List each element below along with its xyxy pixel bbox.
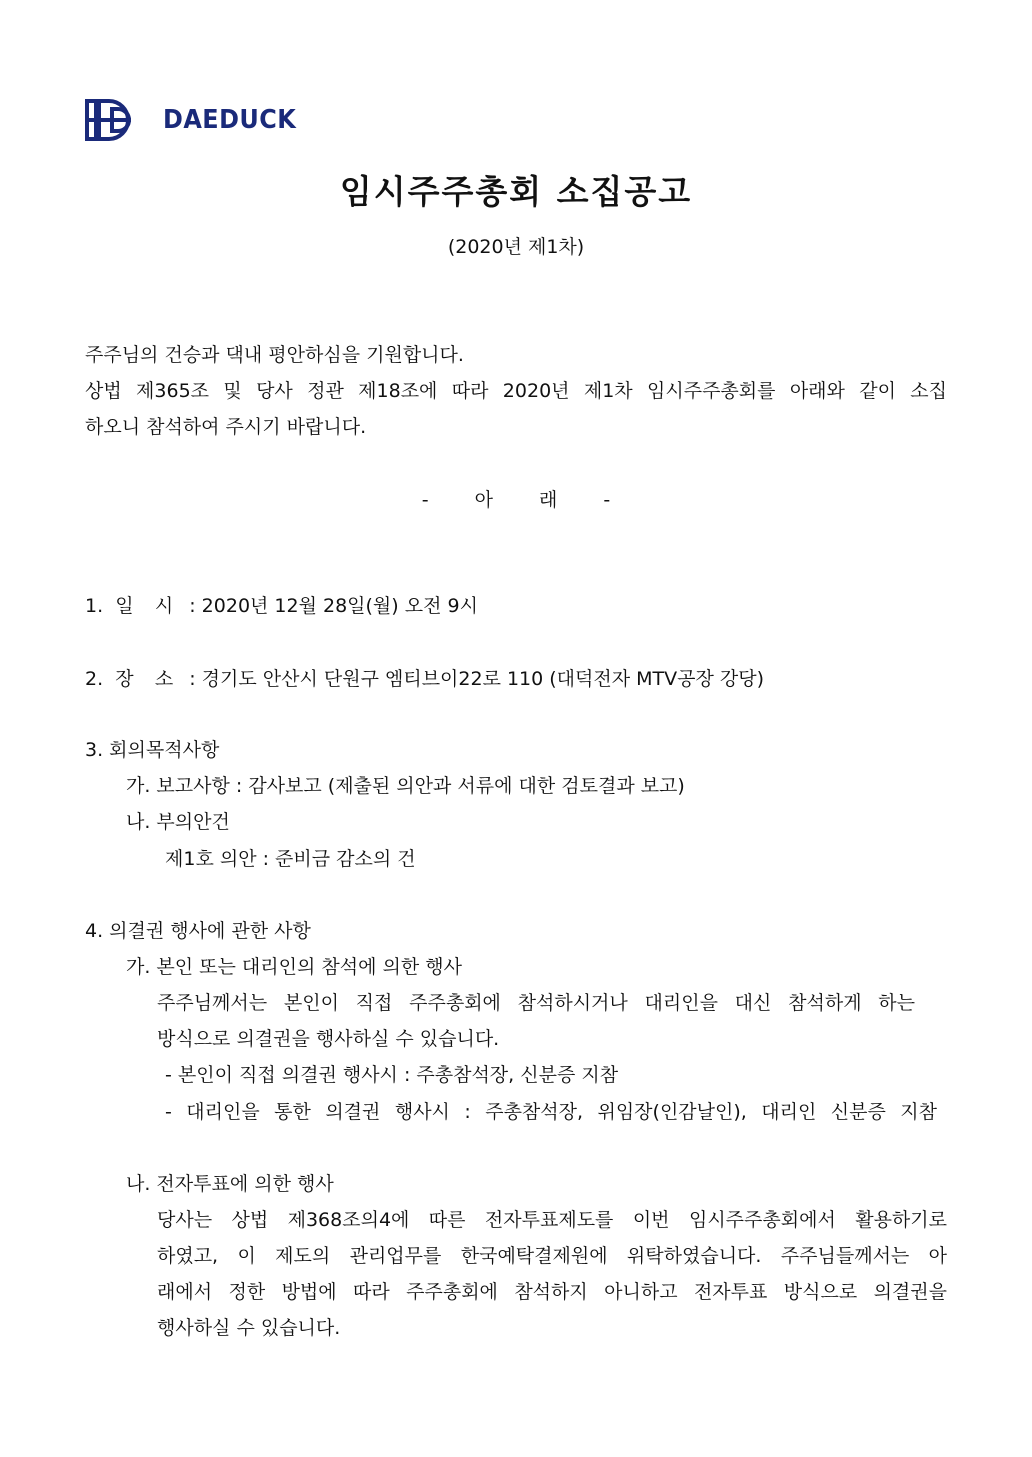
item-date-value: : 2020년 12월 28일(월) 오전 9시 [189, 595, 478, 617]
voting-electronic-heading: 나. 전자투표에 의한 행사 [126, 1173, 334, 1195]
voting-electronic-line-2 [157, 1244, 947, 1268]
intro-line-3: 하오니 참석하여 주시기 바랍니다. [85, 416, 367, 438]
item-place-value: : 경기도 안산시 단원구 엠티브이22로 110 (대덕전자 MTV공장 강당) [189, 668, 765, 690]
voting-in-person-heading: 가. 본인 또는 대리인의 참석에 의한 행사 [126, 956, 462, 978]
page-subtitle: (2020년 제1차) [447, 236, 585, 258]
item-date-label: 일 시 [115, 595, 174, 617]
voting-electronic-line-2-text: 하였고, 이 제도의 관리업무를 한국예탁결제원에 위탁하였습니다. 주주님들께서는 아 [157, 1245, 947, 1267]
page-title: 임시주주총회 소집공고 [339, 172, 693, 211]
item-date [85, 594, 478, 618]
daeduck-logo-mark-icon [85, 99, 147, 141]
below-marker: - 아 래 - [421, 489, 611, 511]
logo-wordmark: DAEDUCK [163, 105, 297, 135]
voting-in-person-bullet-2 [165, 1100, 937, 1124]
item-place-label: 장 소 [115, 668, 174, 690]
intro-paragraph [85, 337, 947, 445]
voting-in-person-line-1-text: 주주님께서는 본인이 직접 주주총회에 참석하시거나 대리인을 대신 참석하게 하는 [157, 992, 915, 1014]
voting-electronic-line-3-text: 래에서 정한 방법에 따라 주주총회에 참석하지 아니하고 전자투표 방식으로 의결권을 [157, 1281, 947, 1303]
voting-in-person-bullet-1: - 본인이 직접 의결권 행사시 : 주총참석장, 신분증 지참 [165, 1064, 619, 1086]
voting-in-person-line-2: 방식으로 의결권을 행사하실 수 있습니다. [157, 1028, 500, 1050]
agenda-report: 가. 보고사항 : 감사보고 (제출된 의안과 서류에 대한 검토결과 보고) [126, 775, 685, 797]
agenda-resolution-1: 제1호 의안 : 준비금 감소의 건 [165, 848, 416, 870]
voting-in-person-line-1 [157, 991, 915, 1015]
item-place [85, 667, 764, 691]
voting-electronic-line-1-text: 당사는 상법 제368조의4에 따른 전자투표제도를 이번 임시주주총회에서 활용하기로 [157, 1209, 947, 1231]
item-place-number: 2. [85, 668, 104, 690]
agenda-heading: 3. 회의목적사항 [85, 739, 220, 761]
intro-line-1: 주주님의 건승과 댁내 평안하심을 기원합니다. [85, 344, 464, 366]
voting-in-person-bullet-2-text: - 대리인을 통한 의결권 행사시 : 주총참석장, 위임장(인감날인), 대리인 신분증 지참 [165, 1101, 937, 1123]
company-logo [85, 99, 308, 141]
voting-electronic-line-1 [157, 1208, 947, 1232]
voting-electronic-line-3 [157, 1280, 947, 1304]
agenda-resolution-heading: 나. 부의안건 [126, 811, 230, 833]
voting-electronic-line-4: 행사하실 수 있습니다. [157, 1317, 341, 1339]
voting-heading: 4. 의결권 행사에 관한 사항 [85, 920, 311, 942]
item-date-number: 1. [85, 595, 104, 617]
intro-line-2: 상법 제365조 및 당사 정관 제18조에 따라 2020년 제1차 임시주주총회를 아래와 같이 소집 [85, 380, 947, 402]
